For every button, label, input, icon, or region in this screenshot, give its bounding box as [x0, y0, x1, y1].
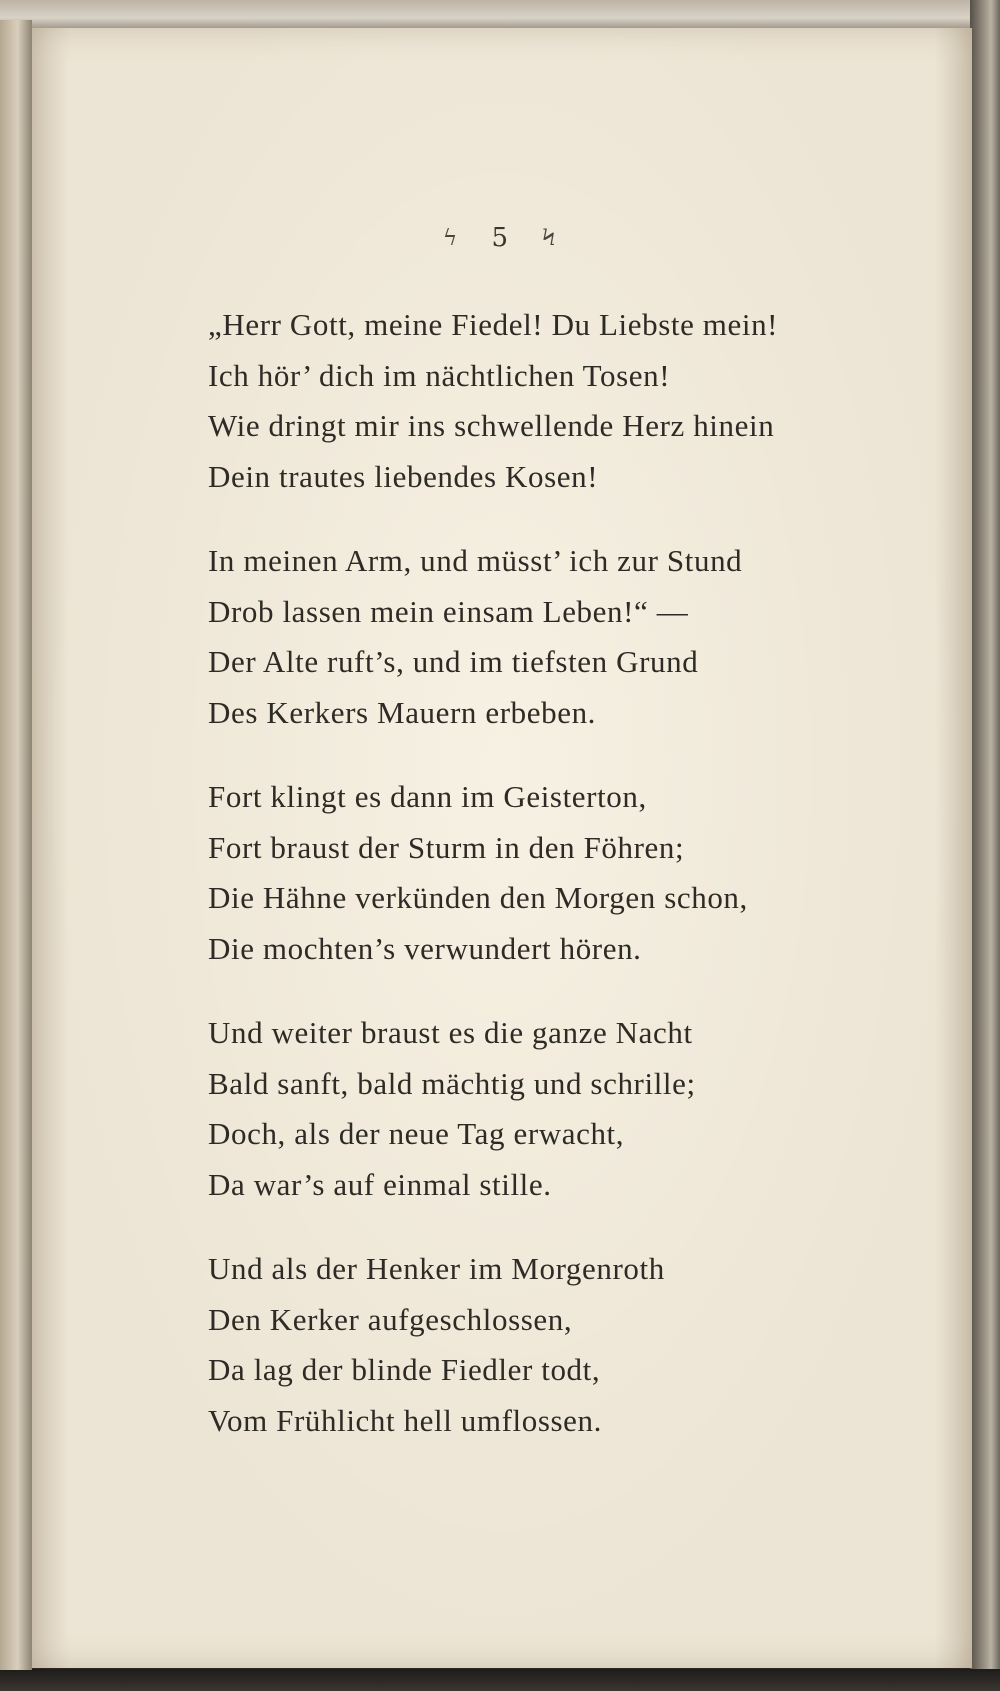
stanza-5 [208, 1244, 908, 1446]
poem-line: „Herr Gott, meine Fiedel! Du Liebste mein! [208, 307, 779, 342]
stanza-4 [208, 1008, 908, 1210]
poem-line: Dein trautes liebendes Kosen! [208, 458, 599, 494]
poem-line: Die Hähne verkünden den Morgen schon, [208, 880, 748, 915]
poem-line: Des Kerkers Mauern erbeben. [208, 694, 597, 730]
stanza-3 [208, 772, 908, 974]
poem-line: Drob lassen mein einsam Leben!“ — [208, 593, 689, 629]
poem-line: Bald sanft, bald mächtig und schrille; [208, 1065, 696, 1101]
poem-line: Die mochten’s verwundert hören. [208, 930, 642, 966]
cover-board-top [0, 0, 1000, 30]
poem-line: Wie dringt mir ins schwellende Herz hinein [208, 408, 775, 443]
ornament-left-icon: ϟ [442, 225, 460, 251]
stanza-1 [208, 300, 908, 502]
cover-board-bottom [0, 1669, 1000, 1691]
poem-line: Und als der Henker im Morgenroth [208, 1251, 665, 1286]
poem-line: Fort braust der Sturm in den Föhren; [208, 829, 685, 865]
page-number: 5 [491, 223, 511, 253]
ornament-right-icon: Ϟ [542, 225, 558, 251]
previous-page-edge [0, 20, 32, 1670]
poem-line: Den Kerker aufgeschlossen, [208, 1301, 573, 1337]
poem-body [208, 300, 908, 1480]
cover-board-right [970, 0, 1000, 1691]
poem-line: Da lag der blinde Fiedler todt, [208, 1352, 601, 1387]
poem-line: Der Alte ruft’s, und im tiefsten Grund [208, 644, 699, 679]
poem-line: Vom Frühlicht hell umflossen. [208, 1402, 602, 1438]
poem-line: Da war’s auf einmal stille. [208, 1166, 552, 1202]
poem-line: Fort klingt es dann im Geisterton, [208, 779, 647, 814]
stanza-2 [208, 536, 908, 738]
poem-line: Doch, als der neue Tag erwacht, [208, 1116, 625, 1151]
poem-line: Ich hör’ dich im nächtlichen Tosen! [208, 357, 671, 393]
page-header [0, 222, 1000, 253]
poem-line: Und weiter braust es die ganze Nacht [208, 1015, 693, 1050]
poem-line: In meinen Arm, und müsst’ ich zur Stund [208, 543, 743, 578]
